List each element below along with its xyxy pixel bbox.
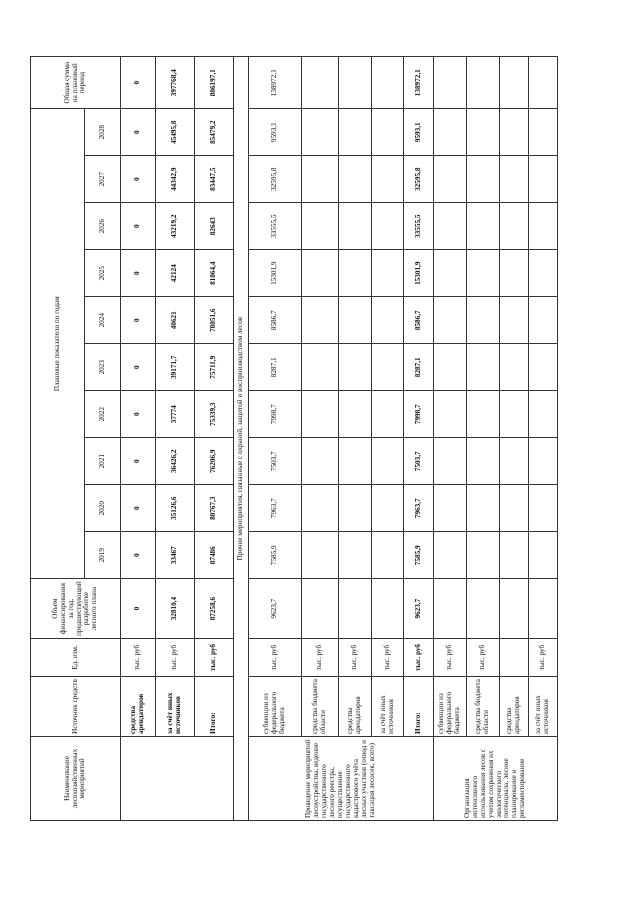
year-header: 2027 xyxy=(85,156,121,203)
value-cell: 8287,1 xyxy=(404,344,434,391)
value-cell: 42124 xyxy=(156,250,195,297)
value-cell: 0 xyxy=(121,203,156,250)
unit-cell: тыс. руб xyxy=(339,639,372,677)
value-cell: 0 xyxy=(121,156,156,203)
header-row-1 xyxy=(31,57,85,821)
value-cell: 81064,4 xyxy=(195,250,234,297)
source-cell: за счёт иных источников xyxy=(372,677,404,737)
year-header: 2020 xyxy=(85,485,121,532)
year-header: 2024 xyxy=(85,297,121,344)
source-cell: средства бюджета области xyxy=(467,677,500,737)
year-header: 2023 xyxy=(85,344,121,391)
volume-cell xyxy=(372,579,404,639)
col-header-volume: Объем финансирования за год, предшествующий разработке лесного плана xyxy=(31,579,121,639)
source-cell: субвенции из федерального бюджета xyxy=(434,677,467,737)
value-cell: 43219,2 xyxy=(156,203,195,250)
total-cell: 0 xyxy=(121,57,156,109)
unit-cell: тыс. руб xyxy=(404,639,434,677)
value-cell: 7998,7 xyxy=(249,391,302,438)
total-cell xyxy=(302,57,339,109)
value-cell: 7963,7 xyxy=(404,485,434,532)
value-cell: 9593,1 xyxy=(404,109,434,156)
value-cell: 40621 xyxy=(156,297,195,344)
value-cell: 35126,6 xyxy=(156,485,195,532)
source-cell: средства арендаторов xyxy=(500,677,529,737)
value-cell: 0 xyxy=(121,485,156,532)
value-cell: 15301,9 xyxy=(404,250,434,297)
col-header-name: Наименование лесохозяйственных мероприятий xyxy=(31,737,121,821)
unit-cell: тыс. руб xyxy=(121,639,156,677)
source-cell: средства бюджета области xyxy=(302,677,339,737)
value-cell: 78051,6 xyxy=(195,297,234,344)
value-cell: 0 xyxy=(121,391,156,438)
value-cell: 75339,3 xyxy=(195,391,234,438)
total-cell: 138972,1 xyxy=(404,57,434,109)
value-cell: 33555,5 xyxy=(249,203,302,250)
value-cell: 15301,9 xyxy=(249,250,302,297)
table-row xyxy=(500,57,529,821)
name-cell-empty xyxy=(121,737,234,821)
activity-name-cell: Организация интенсивного использования лесов с учетом сохранения их экологического потенциала, лесное планирование и регламентирование xyxy=(434,737,558,821)
col-header-total: Общая сумма на плановый период xyxy=(31,57,121,109)
value-cell: 0 xyxy=(121,250,156,297)
value-cell: 7503,7 xyxy=(249,438,302,485)
value-cell: 80767,3 xyxy=(195,485,234,532)
section-row xyxy=(234,57,249,821)
value-cell: 8586,7 xyxy=(404,297,434,344)
value-cell: 76206,9 xyxy=(195,438,234,485)
source-cell: средства арендаторов xyxy=(339,677,372,737)
value-cell: 33555,5 xyxy=(404,203,434,250)
value-cell: 75711,9 xyxy=(195,344,234,391)
table-row xyxy=(434,57,467,821)
value-cell: 0 xyxy=(121,532,156,579)
year-header: 2026 xyxy=(85,203,121,250)
year-header: 2019 xyxy=(85,532,121,579)
unit-cell: тыс. руб xyxy=(156,639,195,677)
value-cell: 0 xyxy=(121,438,156,485)
value-cell: 0 xyxy=(121,344,156,391)
table-row xyxy=(529,57,558,821)
unit-cell: тыс. руб xyxy=(434,639,467,677)
volume-cell: 9623,7 xyxy=(249,579,302,639)
year-header: 2025 xyxy=(85,250,121,297)
source-cell: за счёт иных источников xyxy=(156,677,195,737)
value-cell: 9593,1 xyxy=(249,109,302,156)
unit-cell: тыс. руб xyxy=(249,639,302,677)
table-row xyxy=(156,57,195,821)
source-cell: за счёт иных источников xyxy=(529,677,558,737)
table-row xyxy=(372,57,404,821)
value-cell: 85479,2 xyxy=(195,109,234,156)
table-row xyxy=(121,57,156,821)
value-cell: 7998,7 xyxy=(404,391,434,438)
unit-cell: тыс. руб xyxy=(302,639,339,677)
value-cell: 83447,5 xyxy=(195,156,234,203)
volume-cell xyxy=(339,579,372,639)
source-cell: Итого: xyxy=(404,677,434,737)
col-header-plan: Плановые показатели по годам xyxy=(31,109,85,579)
forest-plan-table xyxy=(30,56,558,821)
value-cell: 7963,7 xyxy=(249,485,302,532)
value-cell: 0 xyxy=(121,297,156,344)
source-cell: средства арендаторов xyxy=(121,677,156,737)
table-row xyxy=(339,57,372,821)
value-cell: 82643 xyxy=(195,203,234,250)
table-row-total xyxy=(195,57,234,821)
value-cell: 7585,9 xyxy=(249,532,302,579)
volume-cell xyxy=(302,579,339,639)
value-cell: 33467 xyxy=(156,532,195,579)
year-header: 2028 xyxy=(85,109,121,156)
value-cell: 45495,8 xyxy=(156,109,195,156)
value-cell: 32595,8 xyxy=(249,156,302,203)
value-cell: 7503,7 xyxy=(404,438,434,485)
year-header: 2022 xyxy=(85,391,121,438)
value-cell: 8287,1 xyxy=(249,344,302,391)
total-cell xyxy=(372,57,404,109)
total-cell: 806197,1 xyxy=(195,57,234,109)
value-cell: 87486 xyxy=(195,532,234,579)
volume-cell: 9623,7 xyxy=(404,579,434,639)
table-row-total xyxy=(404,57,434,821)
volume-cell: 0 xyxy=(121,579,156,639)
volume-cell: 32810,4 xyxy=(156,579,195,639)
table-row xyxy=(302,57,339,821)
value-cell: 32595,8 xyxy=(404,156,434,203)
col-header-source: Источник средств xyxy=(31,677,121,737)
unit-cell: тыс. руб xyxy=(529,639,558,677)
value-cell: 36426,2 xyxy=(156,438,195,485)
unit-cell: тыс. руб xyxy=(195,639,234,677)
unit-cell: тыс. руб xyxy=(372,639,404,677)
source-cell: субвенции из федерального бюджета xyxy=(249,677,302,737)
value-cell: 0 xyxy=(121,109,156,156)
value-cell: 39171,7 xyxy=(156,344,195,391)
section-title: Прочие мероприятия, связанные с охраной, защитой и воспроизводством лесов xyxy=(234,57,249,821)
value-cell: 8586,7 xyxy=(249,297,302,344)
total-cell: 397768,4 xyxy=(156,57,195,109)
total-cell: 138972,1 xyxy=(249,57,302,109)
value-cell: 37774 xyxy=(156,391,195,438)
activity-name-cell: Проведение мероприятий лесоустройства, ведение государственного лесного реестра, осуществление государственного кадастрового учёта лесных участков (отвод и таксация лесосек, всего) xyxy=(249,737,434,821)
value-cell: 44342,9 xyxy=(156,156,195,203)
table-row xyxy=(249,57,302,821)
volume-cell: 87258,6 xyxy=(195,579,234,639)
total-cell xyxy=(339,57,372,109)
unit-cell: тыс. руб xyxy=(467,639,500,677)
unit-cell xyxy=(500,639,529,677)
col-header-unit: Ед. изм. xyxy=(31,639,121,677)
value-cell: 7585,9 xyxy=(404,532,434,579)
year-header: 2021 xyxy=(85,438,121,485)
source-cell: Итого: xyxy=(195,677,234,737)
table-row xyxy=(467,57,500,821)
